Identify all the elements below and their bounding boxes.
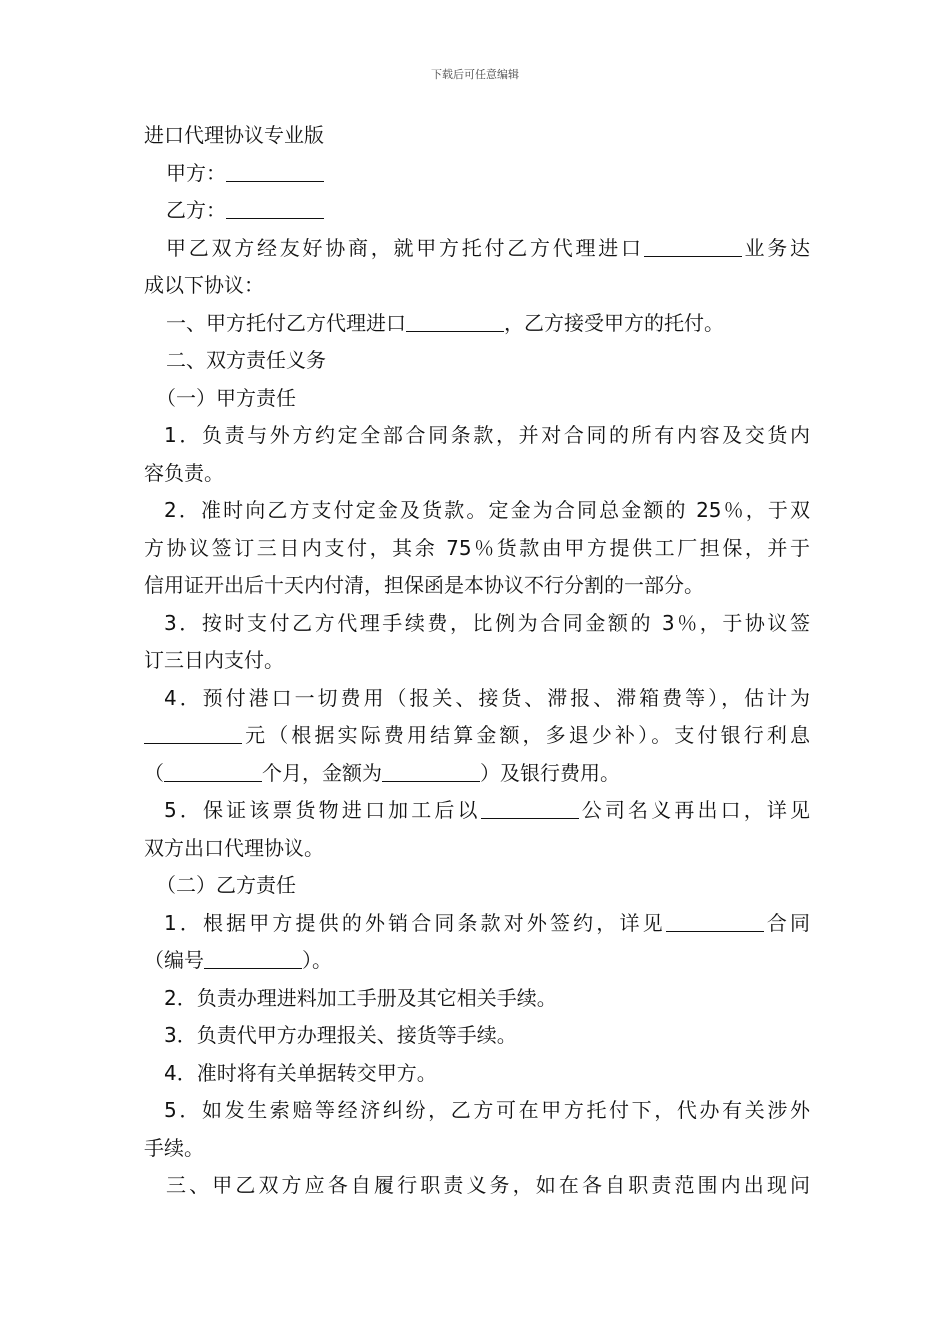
party-a-line bbox=[144, 155, 810, 193]
section-1 bbox=[144, 305, 810, 343]
party-a-blank bbox=[226, 161, 324, 182]
clause-a4-months-blank bbox=[164, 761, 262, 782]
clause-a4-paren: （ bbox=[144, 760, 164, 785]
clause-b3: 3．负责代甲方办理报关、接货等手续。 bbox=[164, 1023, 517, 1047]
clause-a4-line-1: 4．预付港口一切费用（报关、接货、滞报、滞箱费等），估计为 bbox=[164, 685, 810, 710]
intro-text-b: 业务达 bbox=[741, 235, 810, 260]
party-a-label: 甲方： bbox=[166, 160, 226, 185]
clause-a5-blank bbox=[481, 798, 579, 819]
clause-a4-bank-text: ）及银行费用。 bbox=[480, 760, 620, 785]
section-3-line-1: 三、甲乙双方应各自履行职责义务，如在各自职责范围内出现问 bbox=[166, 1173, 810, 1197]
intro-blank bbox=[644, 236, 742, 257]
document-body bbox=[144, 117, 810, 1205]
clause-a4-amount-blank bbox=[144, 723, 242, 744]
clause-a3-line-1: 3．按时支付乙方代理手续费，比例为合同金额的 3％，于协议签 bbox=[164, 610, 810, 635]
page-header: 下载后可任意编辑 bbox=[431, 68, 519, 81]
intro-line-2: 成以下协议： bbox=[144, 273, 264, 297]
clause-a2-line-2: 方协议签订三日内支付，其余 75％货款由甲方提供工厂担保，并于 bbox=[144, 535, 810, 560]
clause-b1-line-1 bbox=[144, 905, 810, 943]
clause-b5-line-1: 5．如发生索赔等经济纠纷，乙方可在甲方托付下，代办有关涉外 bbox=[164, 1098, 810, 1122]
party-b-line bbox=[144, 192, 810, 230]
clause-a2-line-1: 2．准时向乙方支付定金及货款。定金为合同总金额的 25％，于双 bbox=[164, 498, 810, 522]
section-2-2-heading: （二）乙方责任 bbox=[156, 873, 296, 897]
clause-b1-blank bbox=[666, 911, 764, 932]
clause-b1-text-a: 1．根据甲方提供的外销合同条款对外签约，详见 bbox=[164, 910, 666, 935]
clause-b2: 2．负责办理进料加工手册及其它相关手续。 bbox=[164, 985, 557, 1010]
clause-a4-text: 元（根据实际费用结算金额，多退少补）。支付银行利息 bbox=[242, 723, 810, 747]
clause-a5-line-2: 双方出口代理协议。 bbox=[144, 835, 324, 860]
clause-a3-line-2: 订三日内支付。 bbox=[144, 648, 284, 672]
clause-a4-line-3 bbox=[144, 755, 810, 793]
intro-text-a: 甲乙双方经友好协商，就甲方托付乙方代理进口 bbox=[166, 235, 644, 260]
section-1-text-b: ，乙方接受甲方的托付。 bbox=[504, 310, 724, 335]
doc-title: 进口代理协议专业版 bbox=[144, 123, 324, 147]
intro-line-1 bbox=[144, 230, 810, 268]
clause-a1-line-1: 1．负责与外方约定全部合同条款，并对合同的所有内容及交货内 bbox=[164, 423, 810, 447]
clause-a4-months-text: 个月，金额为 bbox=[262, 760, 382, 785]
section-1-text-a: 一、甲方托付乙方代理进口 bbox=[166, 310, 406, 335]
clause-b1-number-label: （编号 bbox=[144, 948, 204, 972]
clause-a2-line-3: 信用证开出后十天内付清，担保函是本协议不行分割的一部分。 bbox=[144, 573, 704, 597]
party-b-blank bbox=[226, 198, 324, 219]
clause-b1-close: ）。 bbox=[302, 948, 332, 972]
section-1-blank bbox=[406, 311, 504, 332]
clause-a5-text-b: 公司名义再出口，详见 bbox=[578, 798, 811, 822]
clause-a4-interest-blank bbox=[382, 761, 480, 782]
clause-b4: 4．准时将有关单据转交甲方。 bbox=[164, 1060, 437, 1085]
clause-a5-text-a: 5．保证该票货物进口加工后以 bbox=[164, 798, 481, 822]
clause-a4-line-2 bbox=[144, 717, 810, 755]
section-2-heading: 二、双方责任义务 bbox=[166, 348, 326, 372]
clause-b1-line-2 bbox=[144, 942, 810, 980]
clause-b1-number-blank bbox=[204, 948, 302, 969]
clause-b1-text-b: 合同 bbox=[763, 910, 810, 935]
clause-a1-line-2: 容负责。 bbox=[144, 460, 224, 485]
section-2-1-heading: （一）甲方责任 bbox=[156, 385, 296, 410]
party-b-label: 乙方： bbox=[166, 198, 226, 222]
clause-a5-line-1 bbox=[144, 792, 810, 830]
clause-b5-line-2: 手续。 bbox=[144, 1135, 204, 1160]
